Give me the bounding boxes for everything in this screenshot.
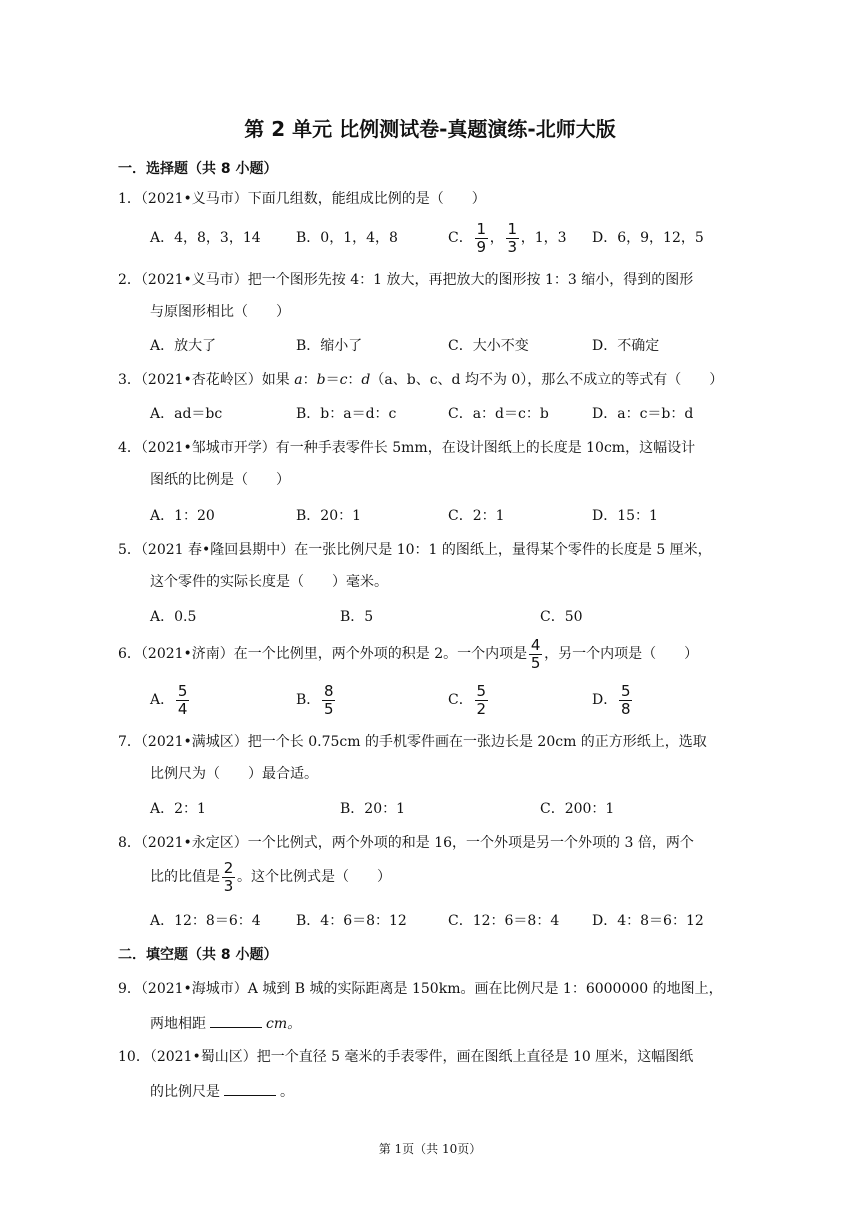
page-title: 第 2 单元 比例测试卷-真题演练-北师大版 <box>244 117 616 141</box>
question-7-stem-line2: 比例尺为（ ）最合适。 <box>150 766 318 782</box>
question-6-stem: 6．（2021•济南）在一个比例里，两个外项的积是 2。一个内项是 $\frac{4}{5}$ ，另一个内项是（ ） <box>118 635 699 672</box>
fraction: $\frac{5}{8}$ <box>620 681 631 718</box>
fraction: $\frac{1}{9}$ <box>476 219 486 256</box>
q4-option-a: A．1：20 <box>150 508 215 524</box>
q4-option-d: D．15：1 <box>592 508 658 524</box>
question-4-stem-line1: 4．（2021•邹城市开学）有一种手表零件长 5mm，在设计图纸上的长度是 10cm，这幅设计 <box>118 440 696 456</box>
q2-option-b: B．缩小了 <box>296 338 363 354</box>
question-5-stem-line1: 5．（2021 春•隆回县期中）在一张比例尺是 10：1 的图纸上，量得某个零件的长度是 5 厘米， <box>118 542 712 558</box>
q3-option-b: B．b：a＝d：c <box>296 406 397 422</box>
q2-option-c: C．大小不变 <box>448 338 529 354</box>
question-10-stem-line1: 10．（2021•蜀山区）把一个直径 5 毫米的手表零件，画在图纸上直径是 10 厘米，这幅图纸 <box>118 1049 694 1065</box>
page-footer: 第 1页（共 10页） <box>378 1142 482 1156</box>
q8-option-d: D．4：8＝6：12 <box>592 913 704 929</box>
question-1-stem: 1．（2021•义马市）下面几组数，能组成比例的是（ ） <box>118 191 486 207</box>
q6-option-c: C． $\frac{5}{2}$ <box>448 681 486 718</box>
question-4-stem-line2: 图纸的比例是（ ） <box>150 472 290 488</box>
q2-option-a: A．放大了 <box>150 338 217 354</box>
fraction: $\frac{4}{5}$ <box>530 635 541 672</box>
q5-option-a: A．0.5 <box>150 609 197 625</box>
question-9-stem-line2: 两地相距 cm。 <box>150 1013 301 1034</box>
question-3-stem: 3．（2021•杏花岭区）如果 a：b＝c：d（a、b、c、d 均不为 0），那么不成立的等式有（ ） <box>118 372 724 388</box>
question-2-stem-line1: 2．（2021•义马市）把一个图形先按 4：1 放大，再把放大的图形按 1：3 缩小，得到的图形 <box>118 272 694 288</box>
question-2-stem-line2: 与原图形相比（ ） <box>150 304 290 320</box>
q1-option-b: B．0，1，4，8 <box>296 230 398 246</box>
question-8-stem-line1: 8．（2021•永定区）一个比例式，两个外项的和是 16，一个外项是另一个外项的 3 倍，两个 <box>118 835 694 851</box>
answer-blank <box>210 1013 262 1028</box>
q1-option-a: A．4，8，3，14 <box>150 230 261 246</box>
q8-option-c: C．12：6＝8：4 <box>448 913 560 929</box>
q7-option-b: B．20：1 <box>340 801 406 817</box>
q6-option-d: D． $\frac{5}{8}$ <box>592 681 631 718</box>
q1-option-d: D．6，9，12，5 <box>592 230 704 246</box>
q6-option-b: B． $\frac{8}{5}$ <box>296 681 334 718</box>
section-heading-choice: 一．选择题（共 8 小题） <box>118 161 278 177</box>
fraction: $\frac{5}{4}$ <box>177 681 188 718</box>
question-7-stem-line1: 7．（2021•满城区）把一个长 0.75cm 的手机零件画在一张边长是 20cm 的正方形纸上，选取 <box>118 734 707 750</box>
fraction: $\frac{8}{5}$ <box>324 681 334 718</box>
question-8-stem-line2: 比的比值是 $\frac{2}{3}$ 。这个比例式是（ ） <box>150 858 391 895</box>
q5-option-c: C．50 <box>540 609 583 625</box>
answer-blank <box>224 1081 276 1096</box>
q3-option-a: A．ad＝bc <box>150 406 223 422</box>
q8-option-a: A．12：8＝6：4 <box>150 913 261 929</box>
q1-option-c: C． $\frac{1}{9}$ ， $\frac{1}{3}$ ，1，3 <box>448 219 567 256</box>
q6-option-a: A． $\frac{5}{4}$ <box>150 681 188 718</box>
q2-option-d: D．不确定 <box>592 338 660 354</box>
q4-option-c: C．2：1 <box>448 508 505 524</box>
q5-option-b: B．5 <box>340 609 374 625</box>
q7-option-a: A．2：1 <box>150 801 206 817</box>
q8-option-b: B．4：6＝8：12 <box>296 913 407 929</box>
fraction: $\frac{5}{2}$ <box>476 681 486 718</box>
fraction: $\frac{2}{3}$ <box>223 858 234 895</box>
question-9-stem-line1: 9．（2021•海城市）A 城到 B 城的实际距离是 150km。画在比例尺是 1：6000000 的地图上， <box>118 981 723 997</box>
q7-option-c: C．200：1 <box>540 801 615 817</box>
fraction: $\frac{1}{3}$ <box>507 219 517 256</box>
q3-option-c: C．a：d＝c：b <box>448 406 549 422</box>
question-10-stem-line2: 的比例尺是 。 <box>150 1081 294 1102</box>
question-5-stem-line2: 这个零件的实际长度是（ ）毫米。 <box>150 574 388 590</box>
section-heading-fill: 二．填空题（共 8 小题） <box>118 947 278 963</box>
q3-option-d: D．a：c＝b：d <box>592 406 694 422</box>
q4-option-b: B．20：1 <box>296 508 362 524</box>
